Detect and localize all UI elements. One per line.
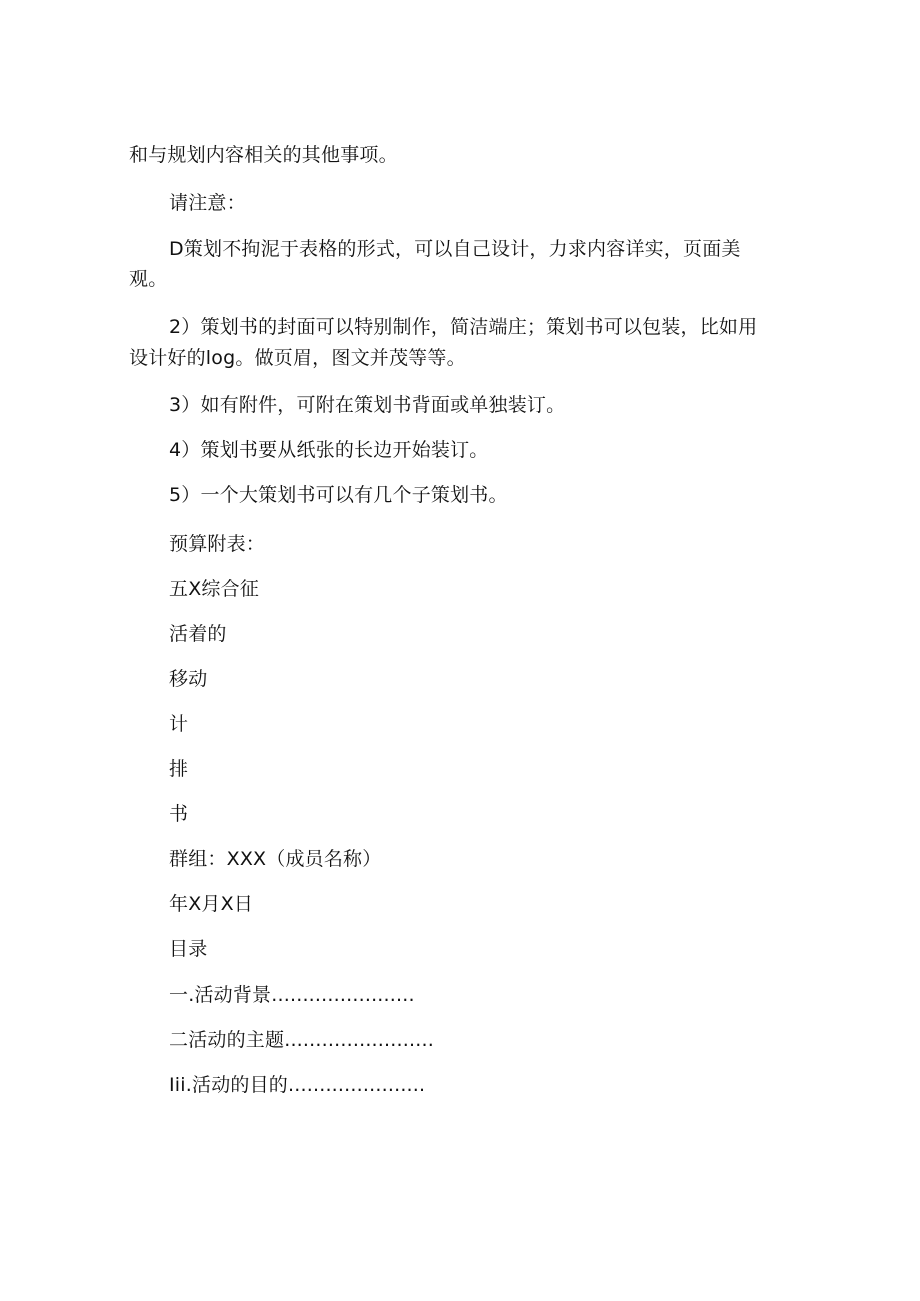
notice-item-1: D策划不拘泥于表格的形式，可以自己设计，力求内容详实，页面美 (169, 238, 741, 260)
cover-title-line-4: 计 (169, 713, 189, 735)
notice-heading: 请注意： (169, 192, 246, 214)
notice-item-2-cont: 设计好的log。做页眉，图文并茂等等。 (129, 347, 466, 369)
date-line: 年X月X日 (169, 893, 254, 915)
cover-title-line-1: 五X综合征 (169, 578, 260, 600)
notice-item-4: 4）策划书要从纸张的长边开始装订。 (169, 439, 489, 461)
notice-item-1-cont: 观。 (129, 268, 168, 290)
cover-title-line-3: 移动 (169, 668, 208, 690)
budget-heading: 预算附表： (169, 533, 266, 555)
toc-heading: 目录 (169, 938, 208, 960)
group-members: 群组：XXX（成员名称） (169, 848, 382, 870)
toc-entry-1: 一.活动背景....................... (169, 984, 415, 1006)
notice-item-2: 2）策划书的封面可以特别制作，简洁端庄；策划书可以包装，比如用 (169, 316, 758, 338)
notice-item-3: 3）如有附件，可附在策划书背面或单独装订。 (169, 394, 566, 416)
toc-entry-2: 二活动的主题........................ (169, 1029, 434, 1051)
toc-entry-3: Iii.活动的目的...................... (169, 1074, 426, 1096)
text-line: 和与规划内容相关的其他事项。 (129, 144, 398, 166)
cover-title-line-5: 排 (169, 758, 189, 780)
notice-item-5: 5）一个大策划书可以有几个子策划书。 (169, 484, 508, 506)
cover-title-line-2: 活着的 (169, 623, 227, 645)
cover-title-line-6: 书 (169, 803, 189, 825)
